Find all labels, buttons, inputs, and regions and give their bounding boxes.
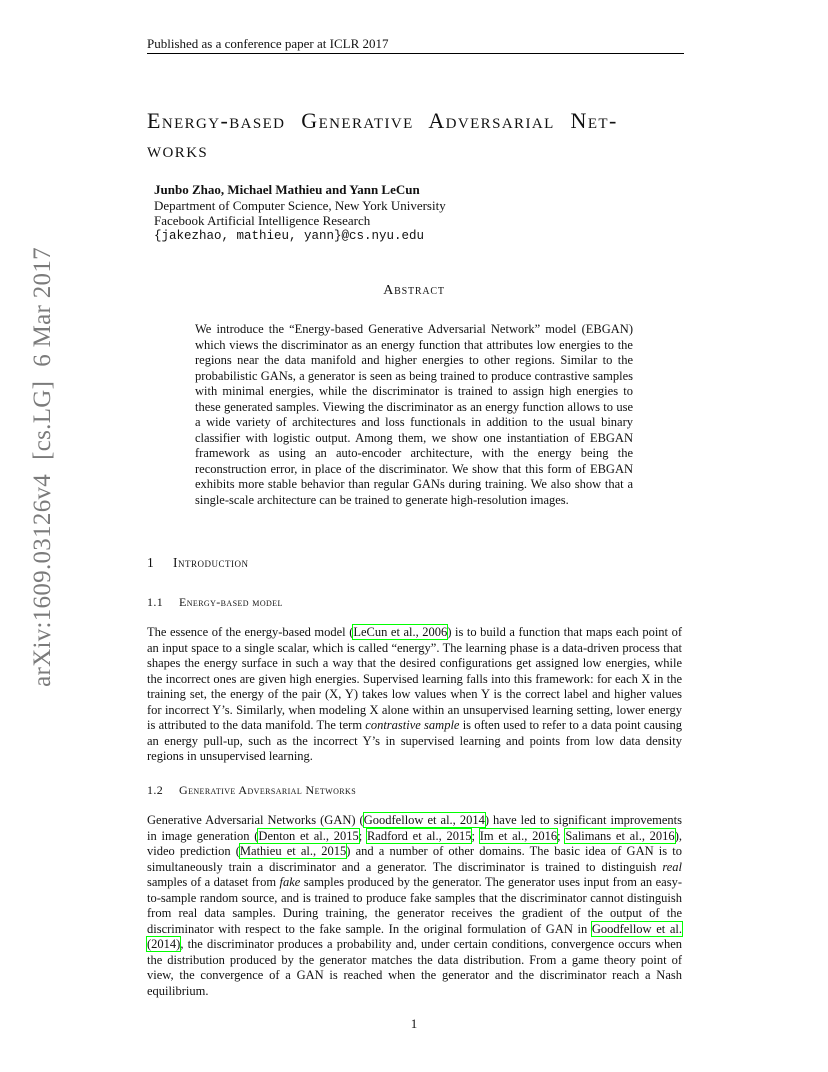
text-run: The essence of the energy-based model ( <box>147 625 354 639</box>
abstract-body: We introduce the “Energy-based Generative Adversarial Network” model (EBGAN) which views the discriminator as an energy function that attributes low energies to the regions near the data manifold and higher energies to other regions. Similar to the probabilistic GANs, a generator is seen as being trained to produce contrastive samples with minimal energies, while the discriminator is trained to assign high energies to these generated samples. Viewing the discriminator as an energy function allows to use a wide variety of architectures and loss functionals in addition to the usual binary classifier with logistic output. Among them, we show one instantiation of EBGAN framework as using an auto-encoder architecture, with the energy being the reconstruction error, in place of the discriminator. We show that this form of EBGAN exhibits more stable behavior than regular GANs during training. We also show that a single-scale architecture can be trained to generate high-resolution images. <box>195 322 633 507</box>
subsection-title: Generative Adversarial Networks <box>179 783 357 797</box>
page-number: 1 <box>410 1016 418 1031</box>
citation-link[interactable]: Goodfellow et al. (2014) <box>147 921 682 951</box>
arxiv-category: [cs.LG] <box>29 380 56 460</box>
section-number: 1 <box>147 555 155 570</box>
citation-link[interactable]: Salimans et al., 2016 <box>565 828 675 843</box>
author-block <box>154 182 446 244</box>
citation-link[interactable]: Denton et al., 2015 <box>258 828 359 843</box>
text-run: ; <box>557 828 566 843</box>
citation-link[interactable]: LeCun et al., 2006 <box>353 625 448 639</box>
subsection-heading-energy-based-model <box>147 595 283 610</box>
subsection-number: 1.1 <box>147 595 164 609</box>
emphasis: fake <box>279 875 301 889</box>
text-run: ), video prediction ( <box>147 828 682 858</box>
citation-link[interactable]: Mathieu et al., 2015 <box>239 844 347 858</box>
text-run: ) have led to significant improvements in image generation ( <box>147 813 682 843</box>
citation-link[interactable]: Radford et al., 2015 <box>366 828 472 843</box>
affiliation-fair: Facebook Artificial Intelligence Research <box>154 213 371 228</box>
text-run: ) and a number of other domains. The basic idea of GAN is to simultaneously train a discriminator and a generator. The discriminator is trained to distinguish <box>147 844 682 874</box>
author-names: Junbo Zhao, Michael Mathieu and Yann LeCun <box>154 182 420 197</box>
text-run: Generative Adversarial Networks (GAN) ( <box>147 813 364 827</box>
emphasis: real <box>662 859 682 874</box>
text-run: samples produced by the generator. The generator uses input from an easy-to-sample random source, and is trained to produce fake samples that the discriminator cannot distinguish from real data samples. During training, the generator receives the gradient of the output of the discriminator with respect to the fake sample. In the original formulation of GAN in <box>147 875 683 936</box>
paragraph-energy-based-model <box>147 625 682 765</box>
header-rule <box>147 53 684 54</box>
author-emails: {jakezhao, mathieu, yann}@cs.nyu.edu <box>154 228 425 243</box>
subsection-title: Energy-based model <box>179 595 283 609</box>
text-run: is often used to refer to a data point causing an energy pull-up, such as the incorrect Y’s in supervised learning and points from low data density regions in unsupervised learning. <box>147 718 682 763</box>
emphasis: contrastive sample <box>365 718 460 732</box>
text-run: ) is to build a function that maps each point of an input space to a single scalar, which is called “energy”. The learning phase is a data-driven process that shapes the energy surface in such a way that the desired configurations get assigned low energies, while the incorrect ones are given high energies. Supervised learning falls into this framework: for each X in the training set, the energy of the pair (X, Y) takes low values when Y is the correct label and higher values for incorrect Y’s. Similarly, when modeling X alone within an unsupervised learning setting, lower energy is attributed to the data manifold. The term <box>147 625 682 732</box>
abstract-heading: Abstract <box>383 283 445 298</box>
arxiv-id[interactable]: arXiv:1609.03126v4 <box>29 473 56 687</box>
text-run: samples of a dataset from <box>147 875 280 889</box>
text-run: ; <box>471 828 480 843</box>
paper-title: Energy-based Generative Adversarial Net- works <box>147 108 618 162</box>
subsection-number: 1.2 <box>147 783 164 797</box>
text-run: , the discriminator produces a probability and, under certain conditions, convergence occurs when the distribution produced by the generator matches the data distribution. From a game theory point of view, the convergence of a GAN is reached when the generator and the discriminator reach a Nash equilibrium. <box>147 937 682 998</box>
paragraph-gan <box>147 813 682 999</box>
section-title: Introduction <box>173 555 249 570</box>
text-run: ; <box>358 828 367 843</box>
running-head: Published as a conference paper at ICLR 2017 <box>147 36 389 51</box>
subsection-heading-gan <box>147 783 356 798</box>
arxiv-date: 6 Mar 2017 <box>29 247 56 367</box>
section-heading-introduction <box>147 555 249 571</box>
citation-link[interactable]: Goodfellow et al., 2014 <box>363 813 485 827</box>
citation-link[interactable]: Im et al., 2016 <box>479 828 558 843</box>
arxiv-stamp[interactable] <box>29 247 57 687</box>
affiliation-nyu: Department of Computer Science, New York University <box>154 197 446 213</box>
